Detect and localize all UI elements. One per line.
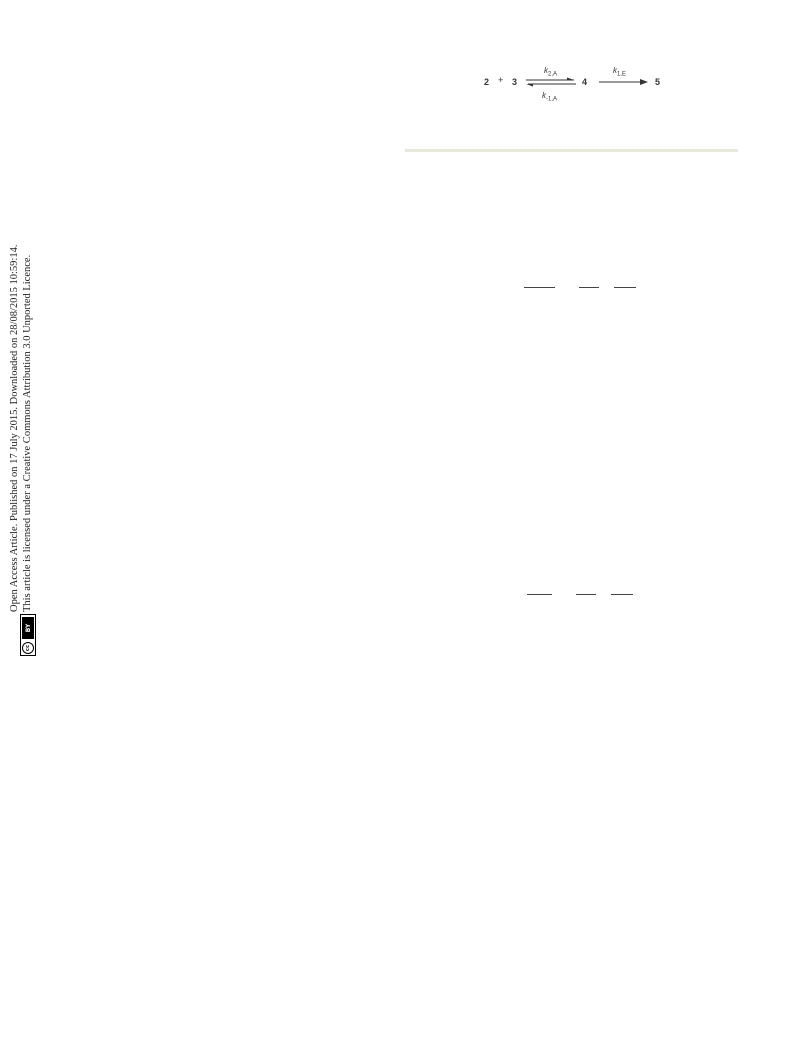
equation-2-fraction-bar-2 [576, 594, 596, 595]
equation-1-fraction-bar-1 [524, 287, 555, 288]
license-notice: This article is licensed under a Creative Commons Attribution 3.0 Unported Licence. [22, 254, 33, 612]
cc-by-license-badge [20, 614, 36, 656]
equation-2-fraction-bar-1 [527, 594, 552, 595]
forward-arrow-icon [598, 78, 650, 86]
species-5: 5 [655, 77, 661, 87]
species-3: 3 [512, 77, 518, 87]
rate-second: $k_{1,E}$ [613, 66, 627, 78]
reaction-scheme [470, 60, 680, 110]
by-label: BY [22, 617, 34, 639]
cc-logo-icon: cc [22, 642, 34, 654]
species-2: 2 [484, 77, 490, 87]
plus-sign: + [498, 75, 504, 85]
publication-notice: Open Access Article. Published on 17 July 2015. Downloaded on 28/08/2015 10:59:14. [9, 244, 20, 612]
equilibrium-arrows-icon [524, 76, 580, 90]
scheme-separator-rule [405, 149, 738, 152]
rate-forward: $k_{2,A}$ [544, 66, 558, 78]
equation-1-fraction-bar-3 [614, 287, 636, 288]
equation-1-fraction-bar-2 [579, 287, 599, 288]
equation-2-fraction-bar-3 [611, 594, 633, 595]
species-4: 4 [582, 77, 588, 87]
rate-reverse: $k_{-1,A}$ [542, 91, 558, 103]
side-notice [6, 196, 46, 656]
